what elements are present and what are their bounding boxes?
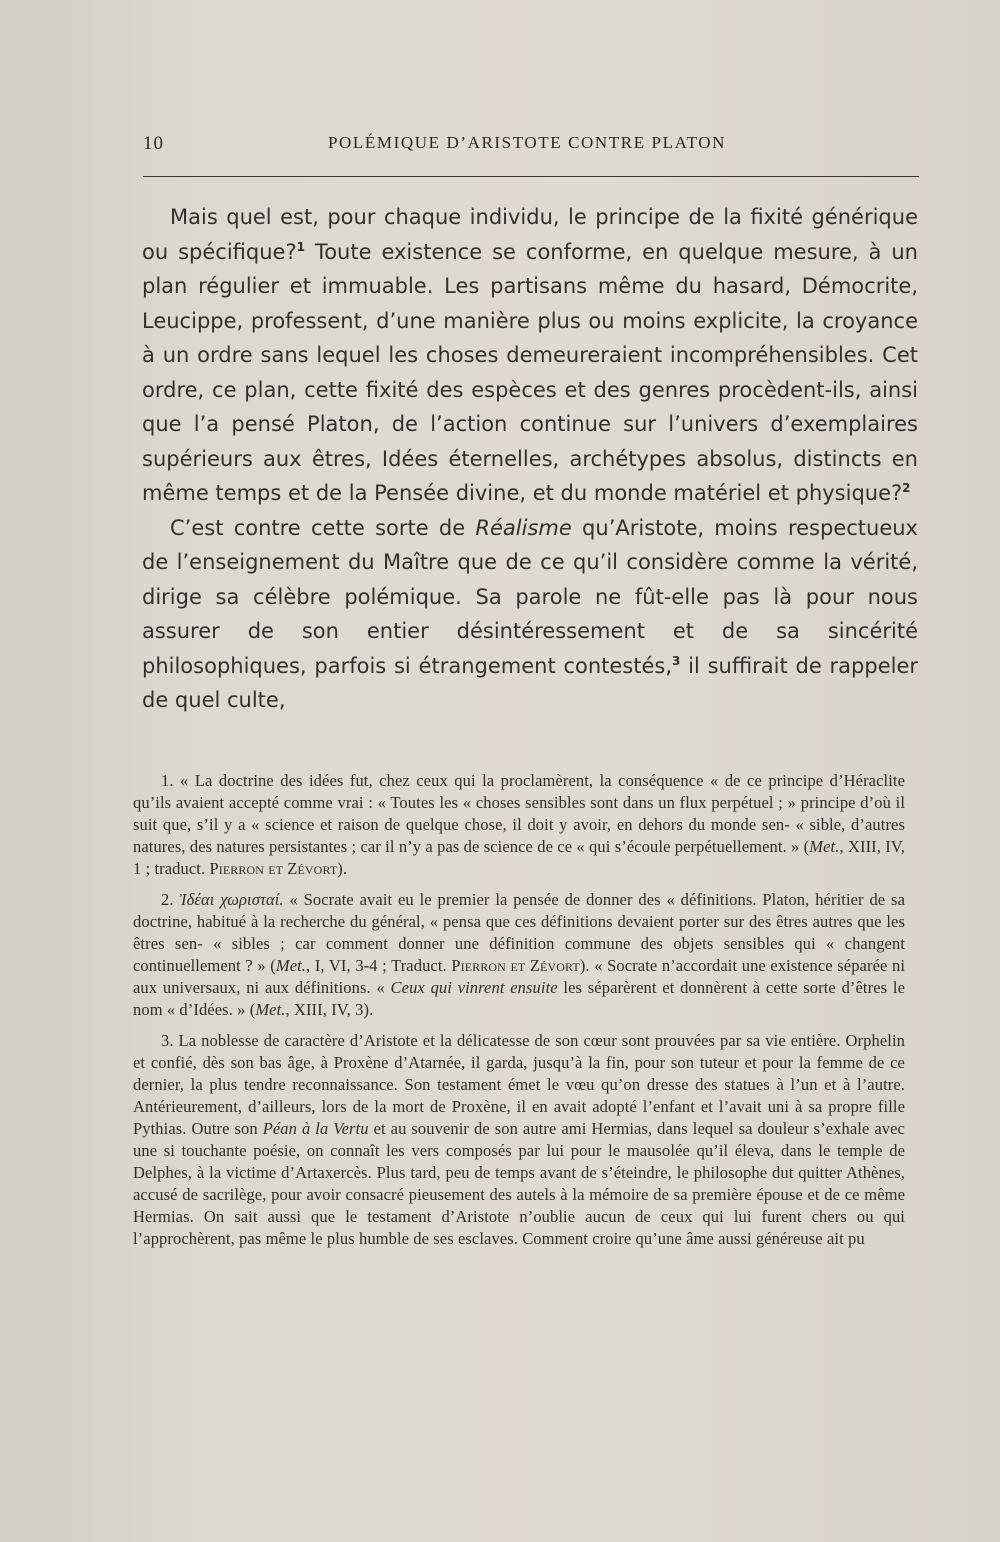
- footnote-2: 2. Ἰδέαι χωρισταί. « Socrate avait eu le premier la pensée de donner des « définitions. Platon, héritier de sa doctrine, habitué à la recherche du général, « pensa que ces définitions devaient porter sur des êtres autres que les êtres sen- « sibles ; car comment donner une définition commune des objets sensibles qui « changent continuellement ? » (Met., I, VI, 3-4 ; Traduct. Pierron et Zévort). « Socrate n’accordait une existence séparée ni aux universaux, ni aux définitions. « Ceux qui vinrent ensuite les séparèrent et donnèrent à cette sorte d’êtres le nom « d’Idées. » (Met., XIII, IV, 3).: [133, 890, 906, 1019]
- header-rule: [143, 176, 919, 177]
- paragraph-1: Mais quel est, pour chaque individu, le principe de la fixité générique ou spécifique?$^1$ Toute existence se conforme, en quelque mesure, à un plan régulier et immuable. Les partisans même du hasard, Démocrite, Leucippe, professent, d’une manière plus ou moins explicite, la croyance à un ordre sans lequel les choses demeureraient incompréhensibles. Cet ordre, ce plan, cette fixité des espèces et des genres procèdent-ils, ainsi que l’a pensé Platon, de l’action continue sur l’univers d’exemplaires supérieurs aux êtres, Idées éternelles, archétypes absolus, distincts en même temps et de la Pensée divine, et du monde matériel et physique?$^2$: [142, 205, 918, 505]
- footnote-ref-1: 1: [296, 239, 305, 254]
- footnotes: [133, 770, 905, 1250]
- page-number: 10: [143, 133, 164, 154]
- page-header: [143, 133, 918, 159]
- paragraph-2: C’est contre cette sorte de Réalisme qu’Aristote, moins respectueux de l’enseignement du Maître que de ce qu’il considère comme la vérité, dirige sa célèbre polémique. Sa parole ne fût-elle pas là pour nous assurer de son entier désintéressement et de sa sincérité philosophiques, parfois si étrangement contestés,$^3$ il suffirait de rappeler de quel culte,: [142, 515, 918, 712]
- main-text: [142, 200, 918, 718]
- running-title: POLÉMIQUE D’ARISTOTE CONTRE PLATON: [328, 133, 727, 152]
- footnote-ref-2: 2: [902, 481, 911, 495]
- footnote-3: 3. La noblesse de caractère d’Aristote et la délicatesse de son cœur sont prouvées par sa vie entière. Orphelin et confié, dès son bas âge, à Proxène d’Atarnée, il garda, jusqu’à la fin, pour son tuteur et pour la femme de ce dernier, la plus tendre reconnaissance. Son testament émet le vœu qu’on dresse des statues à l’un et à l’autre. Antérieurement, d’ailleurs, lors de la mort de Proxène, il en avait adopté l’enfant et l’avait uni à sa propre fille Pythias. Outre son Péan à la Vertu et au souvenir de son autre ami Hermias, dans lequel sa douleur s’exhale avec une si touchante poésie, on connaît les vers composés par lui pour le mausolée qu’il éleva, dans le temple de Delphes, à la victime d’Artaxercès. Plus tard, peu de temps avant de s’éteindre, le philosophe dut quitter Athènes, accusé de sacrilège, pour avoir consacré pieusement des autels à la mémoire de sa première épouse et de ce même Hermias. On sait aussi que le testament d’Aristote n’oublie aucun de ceux qui lui furent chers ou qui l’approchèrent, pas même le plus humble de ses esclaves. Comment croire qu’une âme aussi généreuse ait pu: [133, 1031, 905, 1248]
- footnote-1: 1. « La doctrine des idées fut, chez ceux qui la proclamèrent, la conséquence « de ce principe d’Héraclite qu’ils avaient accepté comme vrai : « Toutes les « choses sensibles sont dans un flux perpétuel ; » principe d’où il suit que, s’il y a « science et raison de quelque chose, il doit y avoir, en dehors du monde sen- « sible, d’autres natures, des natures persistantes ; car il n’y a pas de science de ce « qui s’écoule perpétuellement. » (Met., XIII, IV, 1 ; traduct. Pierron et Zévort).: [133, 771, 905, 878]
- footnote-ref-3: 3: [672, 653, 681, 668]
